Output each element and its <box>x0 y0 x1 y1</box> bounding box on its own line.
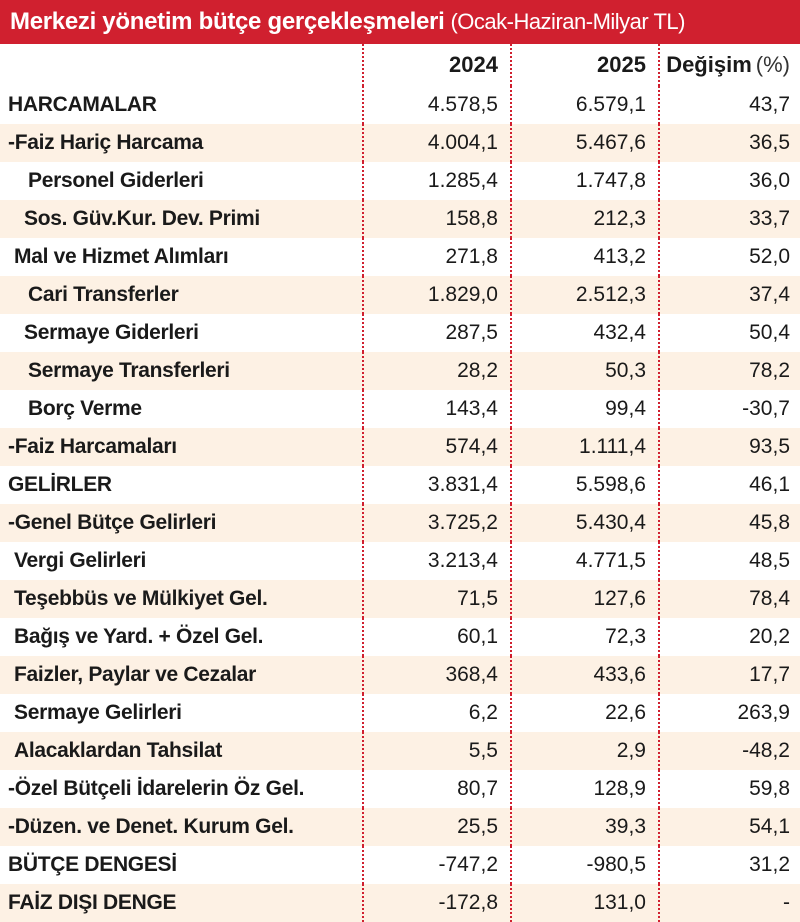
row-label: Cari Transferler <box>28 283 179 306</box>
value-2025: 1.747,8 <box>510 162 658 200</box>
value-2025: -980,5 <box>510 846 658 884</box>
value-2025: 413,2 <box>510 238 658 276</box>
value-change: 59,8 <box>658 770 800 808</box>
table-header-row <box>0 44 800 86</box>
table-row <box>0 656 800 694</box>
value-change: 36,5 <box>658 124 800 162</box>
table-row <box>0 466 800 504</box>
value-change: 20,2 <box>658 618 800 656</box>
value-change: 78,4 <box>658 580 800 618</box>
value-2025: 50,3 <box>510 352 658 390</box>
value-change: - <box>658 884 800 922</box>
value-2024: 4.578,5 <box>362 86 510 124</box>
value-change: 263,9 <box>658 694 800 732</box>
value-2024: 574,4 <box>362 428 510 466</box>
table-row <box>0 618 800 656</box>
row-label: Teşebbüs ve Mülkiyet Gel. <box>14 587 268 610</box>
row-label: Sermaye Gelirleri <box>14 701 182 724</box>
table-title-bar <box>0 0 800 44</box>
row-label: -Faiz Harcamaları <box>8 435 177 458</box>
value-2024: 287,5 <box>362 314 510 352</box>
value-2025: 128,9 <box>510 770 658 808</box>
table-row <box>0 200 800 238</box>
value-change: 17,7 <box>658 656 800 694</box>
value-change: 48,5 <box>658 542 800 580</box>
row-label: -Genel Bütçe Gelirleri <box>8 511 217 534</box>
table-row <box>0 352 800 390</box>
row-label: -Özel Bütçeli İdarelerin Öz Gel. <box>8 777 305 800</box>
value-2024: 80,7 <box>362 770 510 808</box>
value-change: -48,2 <box>658 732 800 770</box>
budget-table <box>0 44 800 922</box>
row-label: FAİZ DIŞI DENGE <box>8 891 177 914</box>
header-change-label: Değişim <box>666 52 752 77</box>
value-2024: 1.285,4 <box>362 162 510 200</box>
table-row <box>0 694 800 732</box>
table-row <box>0 428 800 466</box>
value-2025: 39,3 <box>510 808 658 846</box>
row-label: Borç Verme <box>28 397 142 420</box>
header-2024: 2024 <box>362 44 510 86</box>
value-change: 36,0 <box>658 162 800 200</box>
value-2025: 5.467,6 <box>510 124 658 162</box>
row-label: Sermaye Transferleri <box>28 359 230 382</box>
value-2024: 271,8 <box>362 238 510 276</box>
row-label: Faizler, Paylar ve Cezalar <box>14 663 257 686</box>
value-2025: 72,3 <box>510 618 658 656</box>
value-change: 45,8 <box>658 504 800 542</box>
value-2024: -747,2 <box>362 846 510 884</box>
value-2025: 1.111,4 <box>510 428 658 466</box>
value-2024: 25,5 <box>362 808 510 846</box>
value-2024: -172,8 <box>362 884 510 922</box>
value-2024: 5,5 <box>362 732 510 770</box>
table-row <box>0 884 800 922</box>
value-2024: 368,4 <box>362 656 510 694</box>
value-2024: 143,4 <box>362 390 510 428</box>
value-2024: 60,1 <box>362 618 510 656</box>
value-change: 43,7 <box>658 86 800 124</box>
value-2024: 71,5 <box>362 580 510 618</box>
row-label: Personel Giderleri <box>28 169 204 192</box>
value-2025: 131,0 <box>510 884 658 922</box>
value-2024: 28,2 <box>362 352 510 390</box>
row-label: GELİRLER <box>8 473 112 496</box>
value-change: 31,2 <box>658 846 800 884</box>
row-label: HARCAMALAR <box>8 93 157 116</box>
value-2025: 433,6 <box>510 656 658 694</box>
table-row <box>0 238 800 276</box>
row-label: Alacaklardan Tahsilat <box>14 739 223 762</box>
table-subtitle-unit: (Ocak-Haziran-Milyar TL) <box>450 9 685 34</box>
row-label: -Faiz Hariç Harcama <box>8 131 204 154</box>
row-label: Vergi Gelirleri <box>14 549 147 572</box>
table-row <box>0 162 800 200</box>
table-row <box>0 124 800 162</box>
value-2025: 127,6 <box>510 580 658 618</box>
header-change-unit: (%) <box>755 52 790 77</box>
value-change: 50,4 <box>658 314 800 352</box>
table-row <box>0 770 800 808</box>
value-2024: 1.829,0 <box>362 276 510 314</box>
value-2025: 5.430,4 <box>510 504 658 542</box>
table-row <box>0 390 800 428</box>
value-change: 33,7 <box>658 200 800 238</box>
table-row <box>0 580 800 618</box>
value-2024: 4.004,1 <box>362 124 510 162</box>
value-change: -30,7 <box>658 390 800 428</box>
value-2024: 158,8 <box>362 200 510 238</box>
row-label: Sermaye Giderleri <box>24 321 199 344</box>
value-2025: 6.579,1 <box>510 86 658 124</box>
header-label-cell <box>0 44 362 86</box>
value-2025: 4.771,5 <box>510 542 658 580</box>
row-label: BÜTÇE DENGESİ <box>8 853 177 876</box>
row-label: -Düzen. ve Denet. Kurum Gel. <box>8 815 294 838</box>
table-row <box>0 808 800 846</box>
value-change: 37,4 <box>658 276 800 314</box>
row-label: Mal ve Hizmet Alımları <box>14 245 229 268</box>
row-label: Bağış ve Yard. + Özel Gel. <box>14 625 264 648</box>
header-2025: 2025 <box>510 44 658 86</box>
value-change: 78,2 <box>658 352 800 390</box>
value-2025: 212,3 <box>510 200 658 238</box>
value-2025: 2,9 <box>510 732 658 770</box>
table-row <box>0 276 800 314</box>
table-row <box>0 846 800 884</box>
value-change: 52,0 <box>658 238 800 276</box>
row-label: Sos. Güv.Kur. Dev. Primi <box>24 207 260 230</box>
table-row <box>0 542 800 580</box>
value-2025: 432,4 <box>510 314 658 352</box>
value-change: 93,5 <box>658 428 800 466</box>
value-change: 46,1 <box>658 466 800 504</box>
value-2025: 2.512,3 <box>510 276 658 314</box>
value-change: 54,1 <box>658 808 800 846</box>
table-row <box>0 314 800 352</box>
value-2025: 5.598,6 <box>510 466 658 504</box>
table-row <box>0 86 800 124</box>
value-2024: 6,2 <box>362 694 510 732</box>
table-title: Merkezi yönetim bütçe gerçekleşmeleri <box>10 8 445 35</box>
value-2025: 99,4 <box>510 390 658 428</box>
header-change <box>658 44 800 86</box>
table-row <box>0 732 800 770</box>
value-2024: 3.725,2 <box>362 504 510 542</box>
value-2024: 3.831,4 <box>362 466 510 504</box>
value-2024: 3.213,4 <box>362 542 510 580</box>
value-2025: 22,6 <box>510 694 658 732</box>
table-row <box>0 504 800 542</box>
